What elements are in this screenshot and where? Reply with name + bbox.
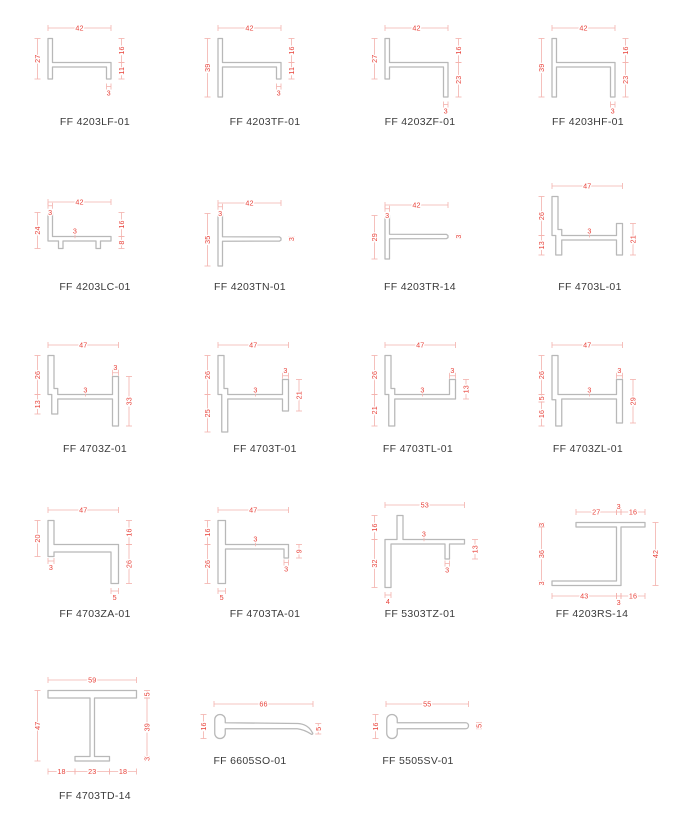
dim-value: 3 [284, 564, 289, 573]
dim-value: 47 [249, 505, 258, 515]
dim-value: 3 [610, 106, 615, 115]
profile-label: FF 4703TA-01 [229, 608, 301, 620]
dim-value: 16 [124, 527, 134, 537]
dim-value: 47 [79, 505, 88, 515]
dim-value: 5 [112, 592, 117, 602]
dim-top-right [617, 365, 623, 378]
dim-value: 39 [142, 722, 152, 731]
dim-right-top [454, 38, 463, 62]
dim-value: 23 [88, 766, 97, 776]
profile-shape [552, 522, 645, 585]
dim-right-top [125, 520, 134, 544]
profile-shape [218, 520, 289, 583]
dim-left-middle [537, 527, 546, 581]
dim-value: 26 [537, 211, 547, 220]
dim-value: 18 [118, 766, 128, 776]
dim-wall: 3 [72, 226, 78, 235]
dim-value: 47 [416, 340, 425, 350]
dim-value: 23 [454, 75, 464, 84]
dim-height-left [371, 714, 380, 738]
dim-value: 27 [33, 54, 43, 63]
dim-top-right [450, 365, 456, 378]
dim-left-bottom [370, 539, 379, 587]
dim-width [385, 500, 465, 509]
dim-value: 16 [628, 591, 638, 601]
dim-value: 42 [245, 23, 254, 33]
profile-label: FF 5303TZ-01 [384, 608, 456, 620]
dim-value: 16 [203, 527, 213, 537]
dim-left-bottom [203, 544, 212, 583]
dim-left-top [33, 355, 42, 394]
dim-right [295, 544, 304, 558]
dim-value: 42 [412, 200, 421, 210]
dim-value: 35 [203, 235, 213, 244]
dim-left-top [370, 355, 379, 394]
profile-drawing-td [27, 671, 158, 781]
dim-right [454, 234, 463, 239]
dim-wall: 3 [253, 384, 258, 394]
dim-right-bottom [125, 544, 134, 583]
dim-bottom-2 [75, 767, 110, 776]
dim-left-foot [48, 558, 54, 572]
dim-bottom-left [218, 588, 226, 602]
dim-height-left [33, 690, 42, 761]
dim-value: 13 [537, 240, 547, 249]
dim-value: 5 [537, 395, 547, 400]
dim-width [48, 23, 111, 32]
dim-width [552, 340, 623, 349]
dim-right [629, 379, 638, 423]
dim-value: 26 [203, 370, 213, 379]
dim-right-top [621, 38, 630, 62]
dim-bottom-1 [552, 591, 617, 600]
dim-value: 59 [88, 675, 97, 685]
profile-drawing-l47 [531, 177, 644, 275]
dim-right-bottom [454, 62, 463, 97]
dim-left-middle [537, 394, 546, 402]
dim-value: 39 [537, 63, 547, 72]
profile-drawing-tz [364, 496, 486, 607]
dim-value: 66 [259, 699, 268, 709]
dim-value: 3 [142, 756, 152, 761]
profile-drawing-lf [27, 19, 132, 99]
dim-right [295, 379, 304, 411]
profile-drawing-tn [197, 194, 302, 286]
dim-height-left [203, 213, 212, 266]
profile-drawing-tl47 [364, 336, 477, 446]
dim-top-left [385, 205, 390, 219]
dim-value: 26 [370, 370, 380, 379]
dim-value: 3 [537, 580, 547, 585]
dim-right-bottom [287, 62, 296, 79]
dim-width [385, 200, 448, 209]
dim-value: 5 [474, 723, 484, 728]
dim-value: 39 [203, 63, 213, 72]
profile-label: FF 4703L-01 [558, 281, 622, 293]
profile-label: FF 4203LC-01 [59, 281, 131, 293]
dim-value: 16 [117, 219, 127, 229]
dim-value: 55 [423, 699, 432, 709]
dim-value: 27 [592, 507, 601, 517]
dim-value: 29 [628, 396, 638, 405]
profile-shape [48, 212, 111, 248]
dim-value: 13 [33, 399, 43, 408]
dim-value: 3 [276, 88, 281, 97]
dim-width [218, 505, 289, 514]
dim-height-left [203, 38, 212, 97]
dim-value: 3 [445, 565, 450, 574]
dim-width [386, 699, 469, 708]
dim-right-leg [284, 559, 289, 573]
dim-value: 27 [370, 54, 380, 63]
dim-height-left [33, 212, 42, 248]
profile-label: FF 5505SV-01 [382, 755, 454, 767]
dim-bottom [107, 83, 112, 97]
profile-shape [385, 515, 465, 587]
dim-right [462, 379, 471, 399]
profile-shape [48, 690, 137, 761]
profile-label: FF 4203HF-01 [552, 116, 624, 128]
dim-value: 11 [117, 66, 127, 75]
profile-drawing-tr [364, 196, 469, 279]
profile-drawing-zl47 [531, 336, 644, 446]
dim-wall: 3 [253, 534, 258, 543]
dim-value: 3 [443, 106, 448, 115]
dim-width [48, 675, 137, 684]
dim-value: 3 [113, 362, 118, 372]
dim-value: 23 [621, 75, 631, 84]
dim-bottom-1 [48, 767, 75, 776]
profile-shape [385, 38, 448, 97]
profile-shape [218, 38, 281, 97]
dim-bottom-3 [621, 591, 645, 600]
dim-width [385, 340, 456, 349]
dim-value: 3 [106, 88, 111, 97]
dim-value: 8 [117, 239, 127, 245]
profile-drawing-zf [364, 19, 469, 117]
dim-value: 3 [48, 562, 54, 572]
dim-value: 13 [470, 544, 480, 553]
dim-value: 3 [617, 365, 622, 375]
dim-left-bottom [537, 581, 546, 586]
dim-wall: 3 [83, 384, 88, 394]
dim-right [651, 522, 660, 585]
dim-height-left [537, 38, 546, 97]
dim-width [218, 198, 281, 207]
dim-value: 3 [537, 522, 547, 527]
dim-value: 3 [218, 208, 223, 218]
dim-value: 5 [219, 592, 224, 602]
dim-value: 21 [370, 405, 380, 414]
profile-drawing-lc [27, 193, 132, 268]
dim-left-bottom [203, 394, 212, 432]
dim-value: 26 [124, 559, 134, 568]
dim-value: 26 [537, 370, 547, 379]
profile-shape [385, 215, 448, 259]
profile-drawing-hf [531, 19, 636, 117]
dim-value: 16 [199, 721, 209, 731]
dim-value: 5 [313, 726, 323, 731]
dim-value: 47 [583, 181, 592, 191]
dim-value: 16 [370, 522, 380, 532]
dim-bottom [444, 101, 449, 115]
dim-right-top [117, 38, 126, 62]
dim-height-left [370, 215, 379, 259]
profile-drawing-t47 [197, 336, 310, 452]
dim-value: 47 [79, 340, 88, 350]
dim-value: 24 [33, 225, 43, 235]
dim-value: 47 [249, 340, 258, 350]
dim-value: 42 [245, 198, 254, 208]
dim-value: 3 [616, 597, 621, 607]
dim-wall: 3 [587, 225, 592, 235]
dim-value: 13 [461, 384, 471, 393]
dim-width [385, 23, 448, 32]
dim-right-bottom [143, 756, 152, 761]
dim-value: 4 [385, 596, 391, 606]
dim-bottom [277, 83, 282, 97]
dim-top-2 [617, 502, 622, 515]
profile-shape [552, 38, 615, 97]
dim-value: 16 [371, 721, 381, 731]
dim-top-1 [576, 507, 617, 516]
dim-value: 42 [651, 549, 661, 558]
dim-value: 21 [294, 390, 304, 399]
dim-right [125, 376, 134, 426]
dim-top-right [283, 365, 289, 378]
profile-shape [48, 520, 119, 583]
dim-right [629, 223, 638, 255]
dim-value: 20 [33, 533, 43, 543]
dim-value: 3 [48, 207, 53, 217]
dim-width [552, 181, 623, 190]
dim-value: 47 [583, 340, 592, 350]
dim-left-top [537, 196, 546, 235]
dim-left-top [537, 355, 546, 394]
dim-height-left [33, 520, 42, 556]
dim-right-leg [445, 560, 450, 574]
dim-height-left [370, 38, 379, 79]
dim-value: 5 [142, 691, 152, 696]
dim-top-right [113, 362, 119, 375]
profile-drawing-ta [197, 501, 310, 603]
dim-left-top [203, 520, 212, 544]
dim-left-bottom [537, 402, 546, 426]
profile-label: FF 4203LF-01 [59, 116, 131, 128]
dim-value: 3 [450, 365, 455, 375]
profile-label: FF 4203TR-14 [384, 281, 456, 293]
dim-right-top [143, 690, 152, 698]
dim-value: 42 [412, 23, 421, 33]
dim-width [218, 340, 289, 349]
dim-wall: 3 [421, 529, 427, 538]
dim-right [314, 723, 323, 734]
dim-left-bottom [370, 394, 379, 426]
dim-wall: 3 [420, 384, 425, 394]
dim-bottom-3 [110, 767, 137, 776]
dim-left-top [203, 355, 212, 394]
profile-label: FF 4203ZF-01 [384, 116, 456, 128]
profile-shape [48, 38, 111, 79]
dim-right-top [117, 212, 126, 236]
dim-value: 16 [287, 45, 297, 55]
dim-top-3 [621, 507, 645, 516]
dim-value: 42 [579, 23, 588, 33]
profile-drawing-so [193, 695, 334, 758]
dim-value: 21 [628, 234, 638, 243]
dim-value: 3 [283, 365, 288, 375]
profile-label: FF 4703ZL-01 [552, 443, 624, 455]
dim-right-middle [143, 698, 152, 757]
profile-label: FF 4203RS-14 [555, 608, 629, 620]
dim-right-bottom [117, 236, 126, 248]
dim-value: 43 [580, 591, 589, 601]
dim-top-left [48, 202, 53, 216]
dim-value: 11 [287, 66, 297, 75]
dim-value: 47 [33, 721, 43, 730]
dim-value: 16 [628, 507, 638, 517]
dim-bottom [611, 101, 616, 115]
profile-label: FF 4703Z-01 [63, 443, 127, 455]
dim-width [218, 23, 281, 32]
profile-label: FF 4703TD-14 [59, 790, 131, 802]
dim-value: 16 [117, 45, 127, 55]
dim-right [471, 539, 480, 559]
dim-value: 16 [537, 409, 547, 418]
profile-label: FF 4703T-01 [233, 443, 297, 455]
dim-left-top [537, 522, 546, 527]
dim-value: 3 [287, 236, 297, 241]
profile-drawing-tf [197, 19, 302, 117]
dim-right-bottom [117, 62, 126, 79]
dim-right [287, 236, 296, 241]
profile-shape [387, 714, 469, 738]
profile-drawing-sv [365, 695, 490, 758]
dim-value: 26 [203, 559, 213, 568]
dim-value: 53 [420, 500, 429, 510]
dim-width [48, 197, 111, 206]
dim-value: 33 [124, 396, 134, 405]
profile-drawing-za [27, 501, 140, 603]
dim-right-bottom [621, 62, 630, 97]
dim-left-top [370, 515, 379, 539]
dim-value: 18 [57, 766, 66, 776]
dim-value: 3 [616, 501, 621, 511]
dim-value: 3 [454, 233, 464, 239]
dim-value: 3 [385, 210, 390, 220]
profile-label: FF 4703TL-01 [382, 443, 454, 455]
dim-value: 29 [370, 232, 380, 241]
profile-label: FF 6605SO-01 [213, 755, 287, 767]
dim-value: 42 [75, 23, 84, 33]
dim-value: 16 [454, 45, 464, 55]
profile-shape [215, 714, 313, 738]
dim-width [48, 505, 119, 514]
profile-drawing-z47 [27, 336, 140, 446]
dim-value: 26 [33, 370, 43, 379]
dim-value: 32 [370, 558, 380, 568]
profile-shape [218, 213, 281, 266]
dim-value: 9 [294, 548, 304, 553]
dim-height-left [199, 714, 208, 738]
dim-value: 36 [537, 549, 547, 558]
dim-top-left [218, 203, 223, 217]
dim-left-bottom [537, 235, 546, 255]
profile-label: FF 4203TF-01 [229, 116, 301, 128]
dim-value: 16 [621, 45, 631, 55]
dim-value: 42 [75, 197, 84, 207]
dim-width [552, 23, 615, 32]
profile-label: FF 4203TN-01 [214, 281, 286, 293]
dim-left-bottom [33, 394, 42, 414]
dim-width [48, 340, 119, 349]
dim-bottom-2 [617, 593, 622, 607]
dim-value: 25 [203, 408, 213, 417]
dim-width [214, 699, 313, 708]
profile-label: FF 4703ZA-01 [59, 608, 131, 620]
dim-wall: 3 [587, 384, 592, 394]
dim-height-left [33, 38, 42, 79]
profile-drawing-rs [531, 500, 666, 605]
dim-bottom [111, 588, 119, 602]
dim-right-top [287, 38, 296, 62]
dim-bottom [385, 592, 391, 606]
dim-right [475, 722, 484, 728]
